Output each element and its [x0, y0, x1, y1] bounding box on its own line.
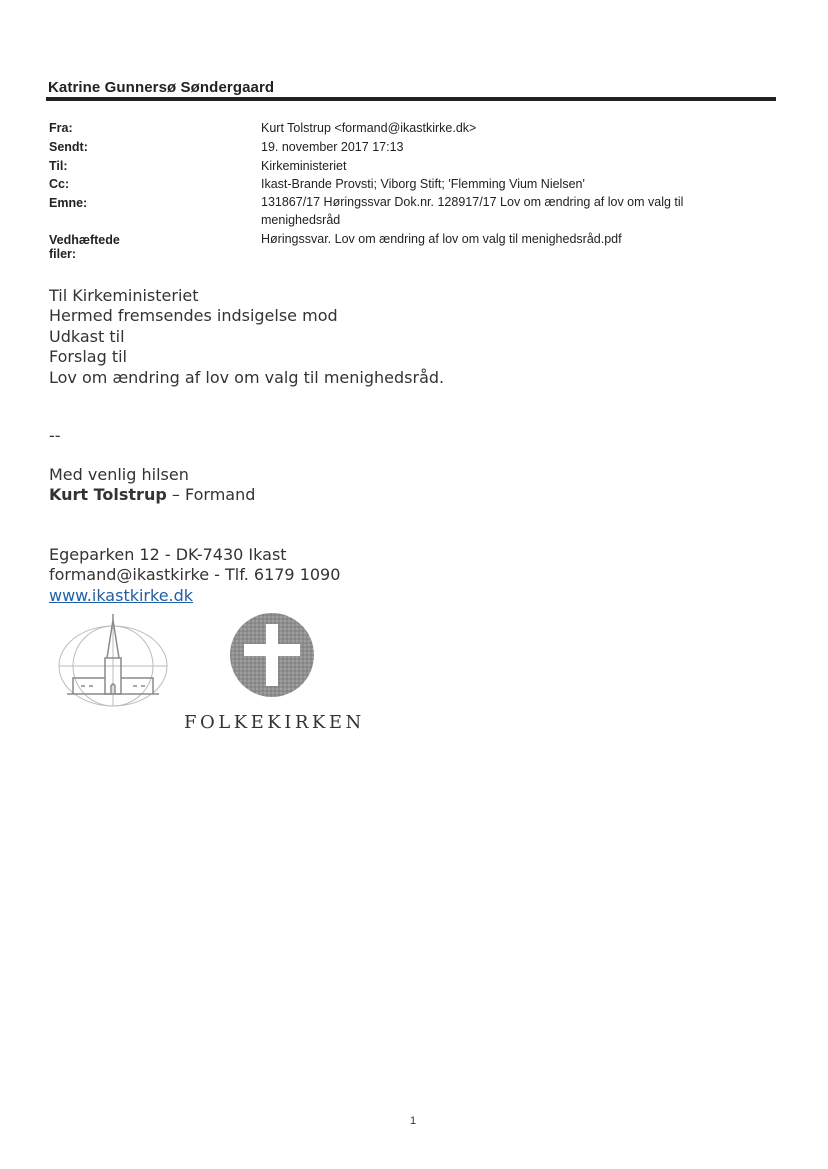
- church-logo-icon: [55, 612, 175, 708]
- header-value-attachments: Høringssvar. Lov om ændring af lov om valg til menighedsråd.pdf: [261, 232, 622, 246]
- folkekirken-logo-text: FOLKEKIRKEN: [184, 712, 365, 733]
- signature-separator: --: [49, 426, 61, 445]
- signature-name: Kurt Tolstrup: [49, 485, 167, 505]
- body-line: Til Kirkeministeriet: [49, 286, 199, 305]
- header-value-from: Kurt Tolstrup <formand@ikastkirke.dk>: [261, 121, 477, 135]
- signature-title: – Formand: [166, 485, 256, 505]
- message-body: [49, 286, 444, 388]
- signature-line: [49, 485, 255, 505]
- header-value-subject: 131867/17 Høringssvar Dok.nr. 128917/17 Lov om ændring af lov om valg til menighedsråd: [261, 195, 684, 227]
- greeting: Med venlig hilsen: [49, 465, 189, 484]
- header-label-subject: Emne:: [49, 196, 88, 210]
- body-line: Udkast til: [49, 326, 125, 346]
- body-line: Hermed fremsendes indsigelse mod: [49, 306, 338, 326]
- contact-line: formand@ikastkirke - Tlf. 6179 1090: [49, 565, 341, 585]
- header-value-to: Kirkeministeriet: [261, 159, 347, 173]
- header-label-sent: Sendt:: [49, 140, 88, 154]
- header-label-attachments: Vedhæftede filer:: [49, 233, 120, 261]
- header-label-from: Fra:: [49, 121, 73, 135]
- body-line: Forslag til: [49, 347, 127, 367]
- header-rule: [46, 97, 776, 101]
- address-block: [49, 545, 340, 606]
- folkekirken-cross-icon: [228, 612, 318, 702]
- header-value-sent: 19. november 2017 17:13: [261, 140, 404, 154]
- website-link[interactable]: www.ikastkirke.dk: [49, 585, 194, 605]
- header-label-to: Til:: [49, 159, 68, 173]
- body-line: Lov om ændring af lov om valg til menighedsråd.: [49, 367, 445, 387]
- closing: [49, 465, 255, 506]
- header-label-cc: Cc:: [49, 177, 70, 191]
- street-address: Egeparken 12 - DK-7430 Ikast: [49, 545, 287, 564]
- page-number: 1: [410, 1115, 417, 1127]
- sender-name: Katrine Gunnersø Søndergaard: [48, 79, 275, 96]
- header-value-cc: Ikast-Brande Provsti; Viborg Stift; 'Flemming Vium Nielsen': [261, 177, 585, 191]
